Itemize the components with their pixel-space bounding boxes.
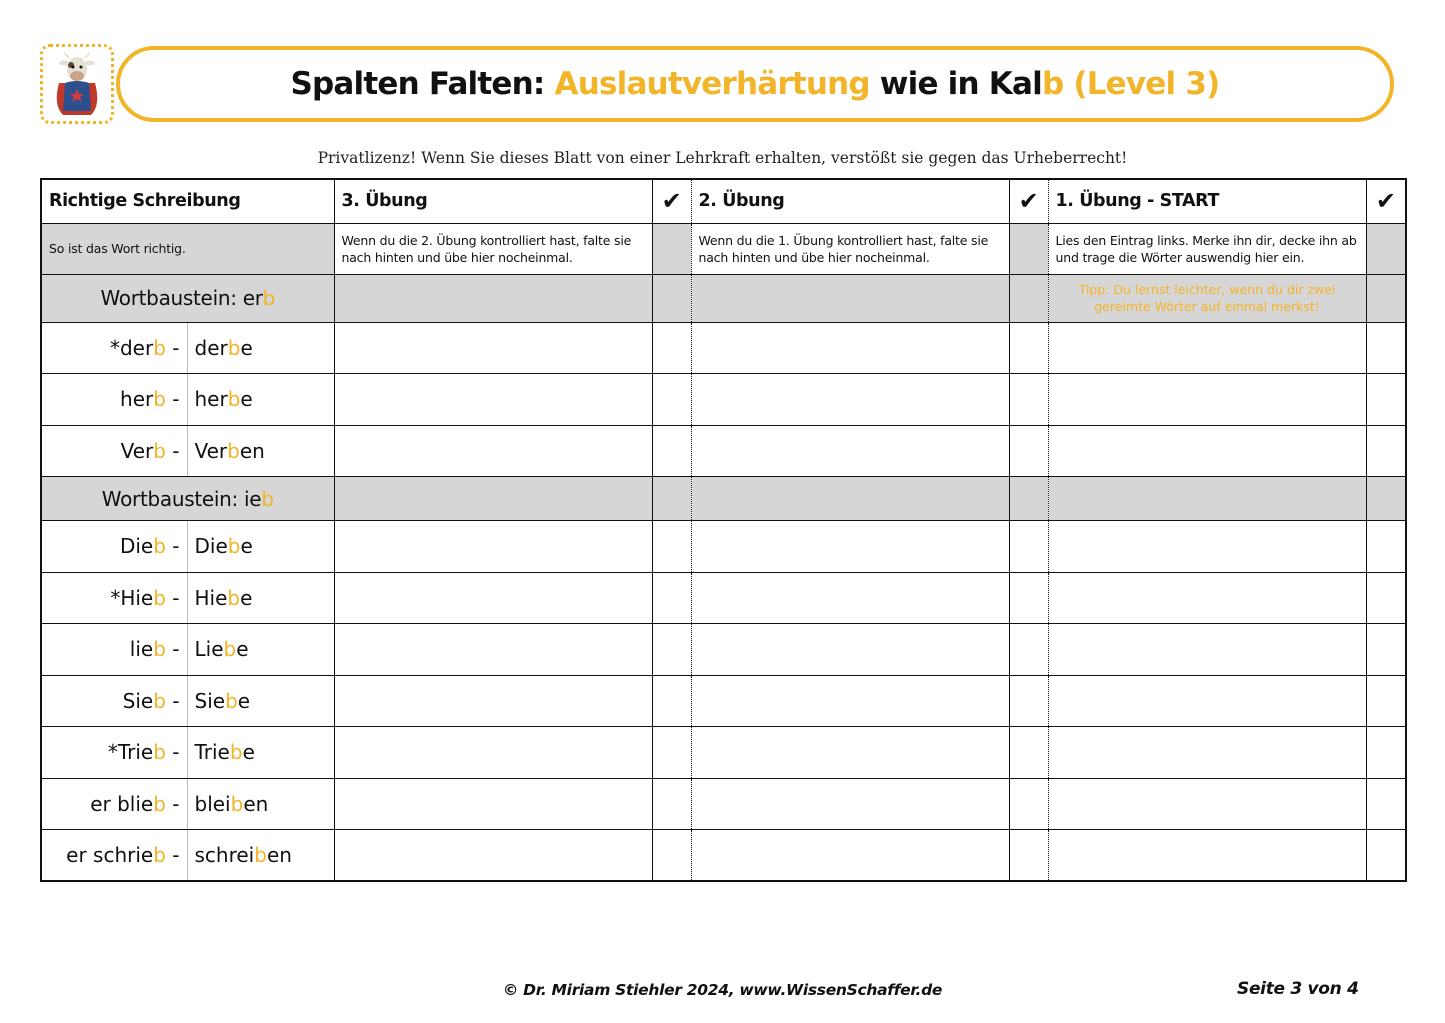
word-group-row (41, 274, 1406, 322)
answer-cell-exercise-3[interactable] (334, 425, 652, 477)
word-base-form: er blieb - (41, 778, 187, 830)
group-cell (1048, 477, 1366, 521)
answer-cell-exercise-2[interactable] (691, 521, 1009, 573)
check-box-exercise-1[interactable] (1366, 830, 1406, 882)
check-icon: ✔ (661, 186, 682, 215)
check-box-exercise-2[interactable] (1009, 675, 1048, 727)
group-cell (1009, 477, 1048, 521)
check-box-exercise-1[interactable] (1366, 675, 1406, 727)
answer-cell-exercise-2[interactable] (691, 727, 1009, 779)
col-desc-correct: So ist das Wort richtig. (41, 223, 334, 274)
check-box-exercise-3[interactable] (652, 778, 691, 830)
answer-cell-exercise-3[interactable] (334, 374, 652, 426)
group-cell (334, 274, 652, 322)
description-row (41, 223, 1406, 274)
col-desc-exercise-3: Wenn du die 2. Übung kontrolliert hast, falte sie nach hinten und übe hier nocheinmal. (334, 223, 652, 274)
answer-cell-exercise-3[interactable] (334, 675, 652, 727)
group-cell (652, 477, 691, 521)
group-cell (1009, 274, 1048, 322)
word-base-form: Verb - (41, 425, 187, 477)
answer-cell-exercise-1[interactable] (1048, 624, 1366, 676)
word-row (41, 778, 1406, 830)
group-cell (652, 274, 691, 322)
word-row (41, 374, 1406, 426)
col-desc-exercise-2: Wenn du die 1. Übung kontrolliert hast, falte sie nach hinten und übe hier nocheinmal. (691, 223, 1009, 274)
answer-cell-exercise-2[interactable] (691, 675, 1009, 727)
title-banner (116, 46, 1394, 122)
answer-cell-exercise-2[interactable] (691, 778, 1009, 830)
check-header (1366, 179, 1406, 223)
answer-cell-exercise-3[interactable] (334, 572, 652, 624)
group-cell (691, 274, 1009, 322)
check-box-exercise-3[interactable] (652, 374, 691, 426)
check-box-exercise-2[interactable] (1009, 572, 1048, 624)
check-box-exercise-3[interactable] (652, 322, 691, 374)
word-base-form: er schrieb - (41, 830, 187, 882)
check-box-exercise-1[interactable] (1366, 572, 1406, 624)
word-base-form: lieb - (41, 624, 187, 676)
answer-cell-exercise-1[interactable] (1048, 727, 1366, 779)
word-base-form: *Hieb - (41, 572, 187, 624)
word-group-row (41, 477, 1406, 521)
word-extended-form: Diebe (187, 521, 334, 573)
check-box-exercise-2[interactable] (1009, 624, 1048, 676)
check-icon: ✔ (1375, 186, 1396, 215)
word-base-form: Dieb - (41, 521, 187, 573)
page-title: Spalten Falten: Auslautverhärtung wie in Kalb (Level 3) (290, 66, 1220, 102)
check-box-exercise-3[interactable] (652, 521, 691, 573)
answer-cell-exercise-2[interactable] (691, 624, 1009, 676)
check-box-exercise-3[interactable] (652, 425, 691, 477)
answer-cell-exercise-1[interactable] (1048, 322, 1366, 374)
word-extended-form: Verben (187, 425, 334, 477)
word-group-title: Wortbaustein: erb (41, 274, 334, 322)
answer-cell-exercise-3[interactable] (334, 322, 652, 374)
check-box-exercise-2[interactable] (1009, 778, 1048, 830)
col-title-exercise-2: 2. Übung (691, 179, 1009, 223)
answer-cell-exercise-3[interactable] (334, 727, 652, 779)
check-box-exercise-1[interactable] (1366, 374, 1406, 426)
check-box-exercise-3[interactable] (652, 830, 691, 882)
answer-cell-exercise-3[interactable] (334, 778, 652, 830)
check-cell (1366, 223, 1406, 274)
check-box-exercise-2[interactable] (1009, 521, 1048, 573)
answer-cell-exercise-2[interactable] (691, 374, 1009, 426)
footer-copyright: © Dr. Miriam Stiehler 2024, www.WissenSchaffer.de (502, 981, 943, 999)
header-row (41, 179, 1406, 223)
word-extended-form: bleiben (187, 778, 334, 830)
word-row (41, 521, 1406, 573)
check-cell (1009, 223, 1048, 274)
word-extended-form: Triebe (187, 727, 334, 779)
answer-cell-exercise-1[interactable] (1048, 425, 1366, 477)
superhero-cow-icon (49, 49, 105, 119)
word-base-form: *Trieb - (41, 727, 187, 779)
check-box-exercise-2[interactable] (1009, 425, 1048, 477)
answer-cell-exercise-1[interactable] (1048, 521, 1366, 573)
check-box-exercise-2[interactable] (1009, 830, 1048, 882)
answer-cell-exercise-1[interactable] (1048, 572, 1366, 624)
check-box-exercise-1[interactable] (1366, 727, 1406, 779)
check-box-exercise-1[interactable] (1366, 322, 1406, 374)
word-row (41, 572, 1406, 624)
word-base-form: *derb - (41, 322, 187, 374)
group-cell (334, 477, 652, 521)
word-row (41, 425, 1406, 477)
footer-page-number: Seite 3 von 4 (1237, 979, 1359, 999)
check-icon: ✔ (1018, 186, 1039, 215)
license-notice: Privatlizenz! Wenn Sie dieses Blatt von einer Lehrkraft erhalten, verstößt sie gegen das Urheberrecht! (317, 149, 1128, 167)
answer-cell-exercise-1[interactable] (1048, 778, 1366, 830)
check-box-exercise-1[interactable] (1366, 425, 1406, 477)
check-header (1009, 179, 1048, 223)
group-cell (1366, 477, 1406, 521)
tip-text: Tipp: Du lernst leichter, wenn du dir zwei gereimte Wörter auf einmal merkst! (1078, 282, 1336, 314)
word-extended-form: Liebe (187, 624, 334, 676)
check-box-exercise-3[interactable] (652, 675, 691, 727)
word-row (41, 624, 1406, 676)
answer-cell-exercise-2[interactable] (691, 830, 1009, 882)
check-cell (652, 223, 691, 274)
check-box-exercise-2[interactable] (1009, 374, 1048, 426)
word-row (41, 727, 1406, 779)
answer-cell-exercise-1[interactable] (1048, 675, 1366, 727)
check-box-exercise-2[interactable] (1009, 322, 1048, 374)
word-extended-form: Siebe (187, 675, 334, 727)
group-cell (691, 477, 1009, 521)
answer-cell-exercise-2[interactable] (691, 425, 1009, 477)
col-title-exercise-1: 1. Übung - START (1048, 179, 1366, 223)
word-extended-form: schreiben (187, 830, 334, 882)
col-desc-exercise-1: Lies den Eintrag links. Merke ihn dir, decke ihn ab und trage die Wörter auswendig hier ein. (1048, 223, 1366, 274)
group-cell (1366, 274, 1406, 322)
check-box-exercise-3[interactable] (652, 727, 691, 779)
answer-cell-exercise-3[interactable] (334, 624, 652, 676)
check-box-exercise-1[interactable] (1366, 624, 1406, 676)
answer-cell-exercise-1[interactable] (1048, 830, 1366, 882)
logo (40, 44, 114, 124)
word-extended-form: derbe (187, 322, 334, 374)
word-base-form: herb - (41, 374, 187, 426)
group-cell (1048, 274, 1366, 322)
check-box-exercise-1[interactable] (1366, 778, 1406, 830)
word-row (41, 675, 1406, 727)
word-base-form: Sieb - (41, 675, 187, 727)
word-extended-form: herbe (187, 374, 334, 426)
answer-cell-exercise-2[interactable] (691, 572, 1009, 624)
check-box-exercise-3[interactable] (652, 572, 691, 624)
col-title-correct: Richtige Schreibung (41, 179, 334, 223)
answer-cell-exercise-2[interactable] (691, 322, 1009, 374)
check-header (652, 179, 691, 223)
word-group-title: Wortbaustein: ieb (41, 477, 334, 521)
answer-cell-exercise-1[interactable] (1048, 374, 1366, 426)
col-title-exercise-3: 3. Übung (334, 179, 652, 223)
check-box-exercise-3[interactable] (652, 624, 691, 676)
word-extended-form: Hiebe (187, 572, 334, 624)
worksheet-table (40, 178, 1407, 882)
word-row (41, 830, 1406, 882)
answer-cell-exercise-3[interactable] (334, 521, 652, 573)
check-box-exercise-1[interactable] (1366, 521, 1406, 573)
word-row (41, 322, 1406, 374)
answer-cell-exercise-3[interactable] (334, 830, 652, 882)
check-box-exercise-2[interactable] (1009, 727, 1048, 779)
